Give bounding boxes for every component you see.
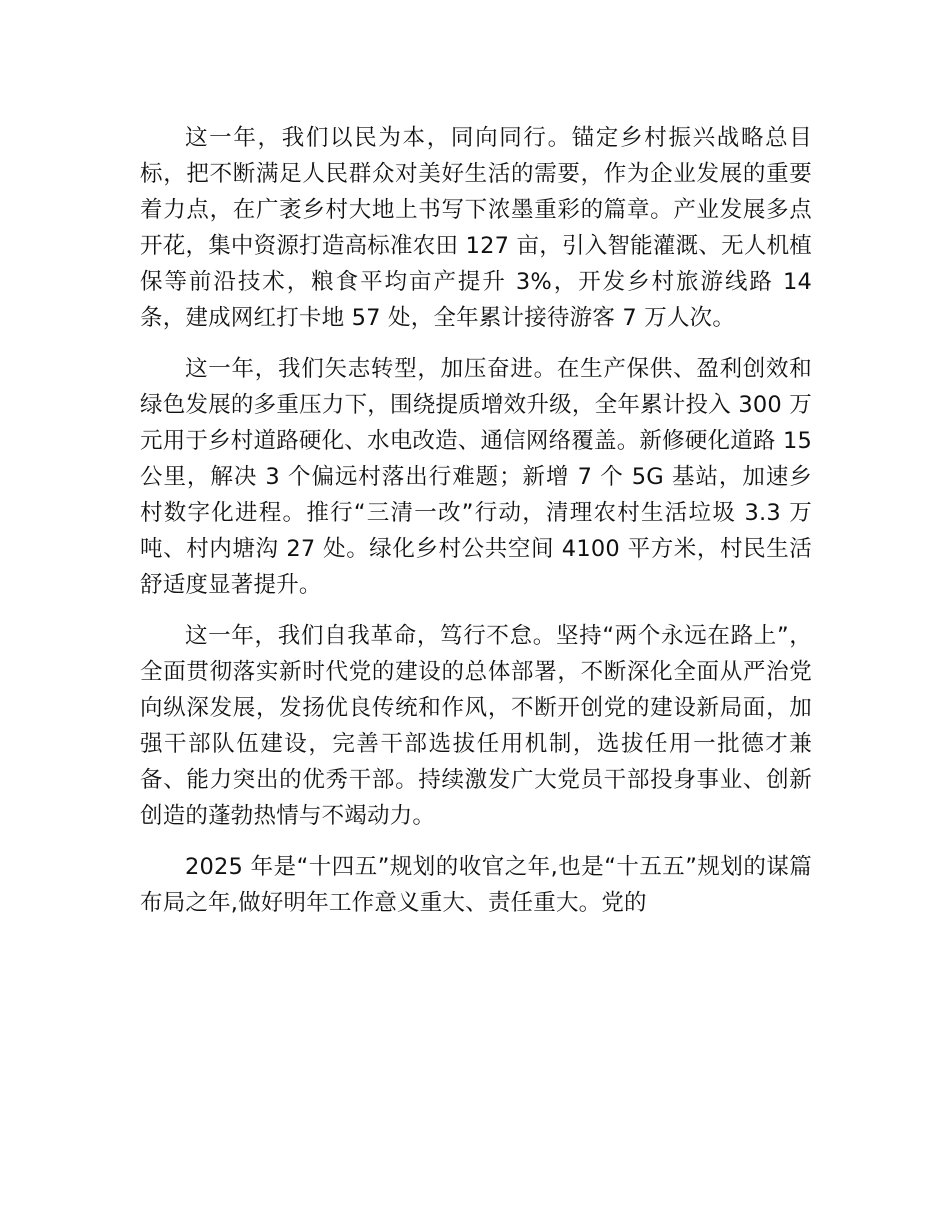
paragraph-transformation: 这一年，我们矢志转型，加压奋进。在生产保供、盈利创效和绿色发展的多重压力下，围绕提质增效升级，全年累计投入 300 万元用于乡村道路硬化、水电改造、通信网络覆盖。新修硬化道路 15 公里，解决 3 个偏远村落出行难题；新增 7 个 5G 基站，加速乡村数字化进程。推行“三清一改”行动，清理农村生活垃圾 3.3 万吨、村内塘沟 27 处。绿化乡村公共空间 4100 平方米，村民生活舒适度显著提升。 [140,356,812,598]
paragraph-2025-outlook: 2025 年是“十四五”规划的收官之年,也是“十五五”规划的谋篇布局之年,做好明年工作意义重大、责任重大。党的 [140,854,812,916]
paragraph-self-revolution: 这一年，我们自我革命，笃行不怠。坚持“两个永远在路上”，全面贯彻落实新时代党的建设的总体部署，不断深化全面从严治党向纵深发展，发扬优良传统和作风，不断开创党的建设新局面，加强干部队伍建设，完善干部选拔任用机制，选拔任用一批德才兼备、能力突出的优秀干部。持续激发广大党员干部投身事业、创新创造的蓬勃热情与不竭动力。 [140,623,812,829]
paragraph-people-oriented: 这一年，我们以民为本，同向同行。锚定乡村振兴战略总目标，把不断满足人民群众对美好生活的需要，作为企业发展的重要着力点，在广袤乡村大地上书写下浓墨重彩的篇章。产业发展多点开花，集中资源打造高标准农田 127 亩，引入智能灌溉、无人机植保等前沿技术，粮食平均亩产提升 3%，开发乡村旅游线路 14 条，建成网红打卡地 57 处，全年累计接待游客 7 万人次。 [140,125,812,331]
document-body [140,120,812,921]
